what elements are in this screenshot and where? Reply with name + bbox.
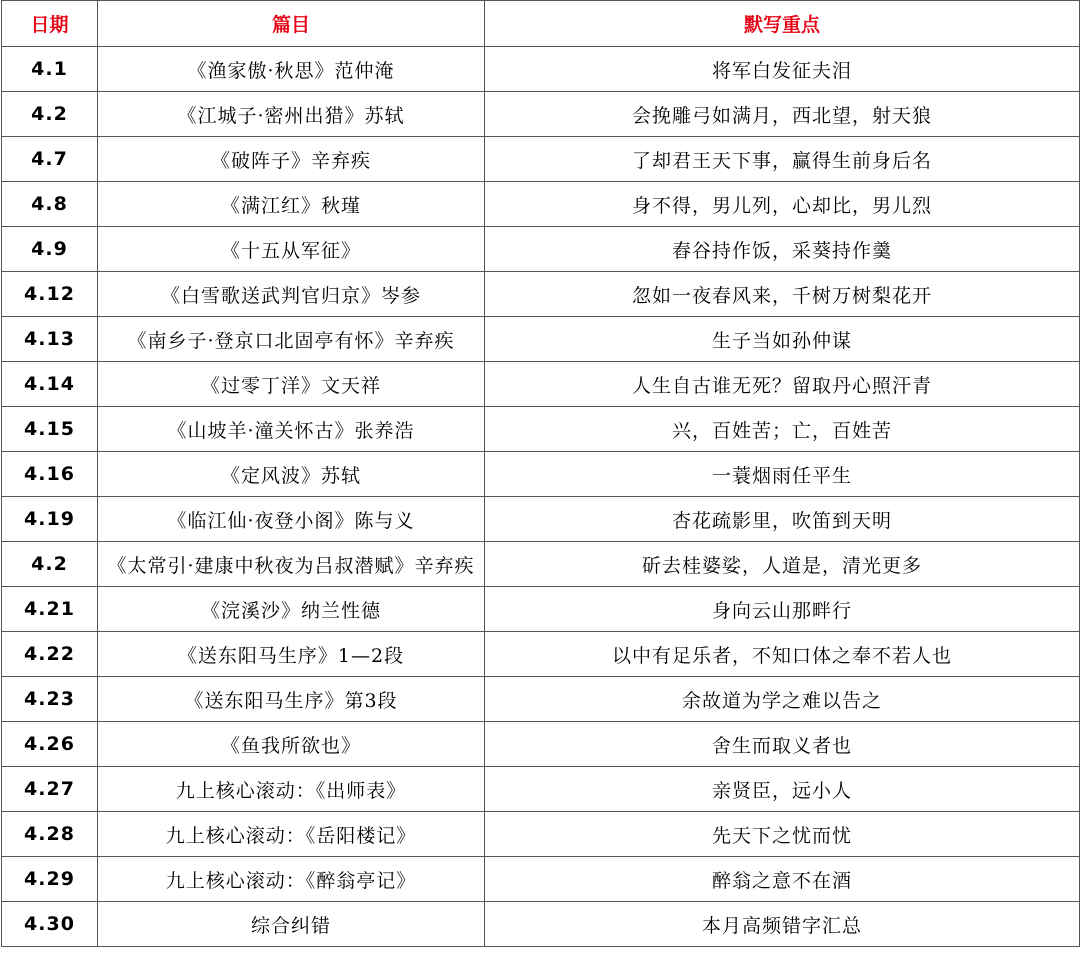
table-row (2, 677, 1080, 722)
title-cell: 《鱼我所欲也》 (98, 722, 485, 767)
header-row (2, 1, 1080, 47)
focus-cell: 会挽雕弓如满月，西北望，射天狼 (485, 92, 1080, 137)
date-cell: 4.13 (2, 317, 98, 362)
table-row (2, 362, 1080, 407)
title-cell: 综合纠错 (98, 902, 485, 947)
title-cell: 《破阵子》辛弃疾 (98, 137, 485, 182)
focus-cell: 忽如一夜春风来，千树万树梨花开 (485, 272, 1080, 317)
title-cell: 《江城子·密州出猎》苏轼 (98, 92, 485, 137)
focus-cell: 兴，百姓苦；亡，百姓苦 (485, 407, 1080, 452)
title-cell: 《渔家傲·秋思》范仲淹 (98, 47, 485, 92)
date-cell: 4.7 (2, 137, 98, 182)
table-row (2, 47, 1080, 92)
table-row (2, 857, 1080, 902)
date-cell: 4.28 (2, 812, 98, 857)
table-row (2, 902, 1080, 947)
title-cell: 《满江红》秋瑾 (98, 182, 485, 227)
date-cell: 4.21 (2, 587, 98, 632)
title-cell: 《十五从军征》 (98, 227, 485, 272)
title-cell: 《南乡子·登京口北固亭有怀》辛弃疾 (98, 317, 485, 362)
title-cell: 九上核心滚动：《醉翁亭记》 (98, 857, 485, 902)
focus-cell: 先天下之忧而忧 (485, 812, 1080, 857)
date-cell: 4.29 (2, 857, 98, 902)
table-row (2, 767, 1080, 812)
focus-cell: 杏花疏影里，吹笛到天明 (485, 497, 1080, 542)
title-cell: 《太常引·建康中秋夜为吕叔潜赋》辛弃疾 (98, 542, 485, 587)
header-date: 日期 (2, 1, 98, 47)
table-row (2, 137, 1080, 182)
title-cell: 《送东阳马生序》1—2段 (98, 632, 485, 677)
focus-cell: 将军白发征夫泪 (485, 47, 1080, 92)
date-cell: 4.2 (2, 542, 98, 587)
table-row (2, 632, 1080, 677)
header-title: 篇目 (98, 1, 485, 47)
focus-cell: 人生自古谁无死？留取丹心照汗青 (485, 362, 1080, 407)
table-row (2, 227, 1080, 272)
date-cell: 4.22 (2, 632, 98, 677)
date-cell: 4.23 (2, 677, 98, 722)
focus-cell: 醉翁之意不在酒 (485, 857, 1080, 902)
focus-cell: 一蓑烟雨任平生 (485, 452, 1080, 497)
table-row (2, 317, 1080, 362)
table-row (2, 272, 1080, 317)
title-cell: 《临江仙·夜登小阁》陈与义 (98, 497, 485, 542)
title-cell: 《送东阳马生序》第3段 (98, 677, 485, 722)
date-cell: 4.1 (2, 47, 98, 92)
date-cell: 4.16 (2, 452, 98, 497)
table-row (2, 542, 1080, 587)
date-cell: 4.27 (2, 767, 98, 812)
table-row (2, 452, 1080, 497)
title-cell: 《过零丁洋》文天祥 (98, 362, 485, 407)
focus-cell: 舍生而取义者也 (485, 722, 1080, 767)
table-row (2, 587, 1080, 632)
title-cell: 《山坡羊·潼关怀古》张养浩 (98, 407, 485, 452)
date-cell: 4.15 (2, 407, 98, 452)
title-cell: 九上核心滚动：《出师表》 (98, 767, 485, 812)
focus-cell: 身不得，男儿列，心却比，男儿烈 (485, 182, 1080, 227)
focus-cell: 斫去桂婆娑，人道是，清光更多 (485, 542, 1080, 587)
date-cell: 4.12 (2, 272, 98, 317)
table-row (2, 182, 1080, 227)
title-cell: 《定风波》苏轼 (98, 452, 485, 497)
table-row (2, 812, 1080, 857)
focus-cell: 以中有足乐者，不知口体之奉不若人也 (485, 632, 1080, 677)
title-cell: 九上核心滚动：《岳阳楼记》 (98, 812, 485, 857)
date-cell: 4.2 (2, 92, 98, 137)
date-cell: 4.8 (2, 182, 98, 227)
focus-cell: 舂谷持作饭，采葵持作羹 (485, 227, 1080, 272)
date-cell: 4.19 (2, 497, 98, 542)
dictation-schedule-table (1, 0, 1080, 947)
title-cell: 《白雪歌送武判官归京》岑参 (98, 272, 485, 317)
date-cell: 4.14 (2, 362, 98, 407)
focus-cell: 余故道为学之难以告之 (485, 677, 1080, 722)
header-focus: 默写重点 (485, 1, 1080, 47)
focus-cell: 了却君王天下事，赢得生前身后名 (485, 137, 1080, 182)
date-cell: 4.9 (2, 227, 98, 272)
table-row (2, 497, 1080, 542)
focus-cell: 生子当如孙仲谋 (485, 317, 1080, 362)
title-cell: 《浣溪沙》纳兰性德 (98, 587, 485, 632)
date-cell: 4.30 (2, 902, 98, 947)
focus-cell: 亲贤臣，远小人 (485, 767, 1080, 812)
table-row (2, 722, 1080, 767)
focus-cell: 本月高频错字汇总 (485, 902, 1080, 947)
table-row (2, 92, 1080, 137)
focus-cell: 身向云山那畔行 (485, 587, 1080, 632)
table-row (2, 407, 1080, 452)
date-cell: 4.26 (2, 722, 98, 767)
